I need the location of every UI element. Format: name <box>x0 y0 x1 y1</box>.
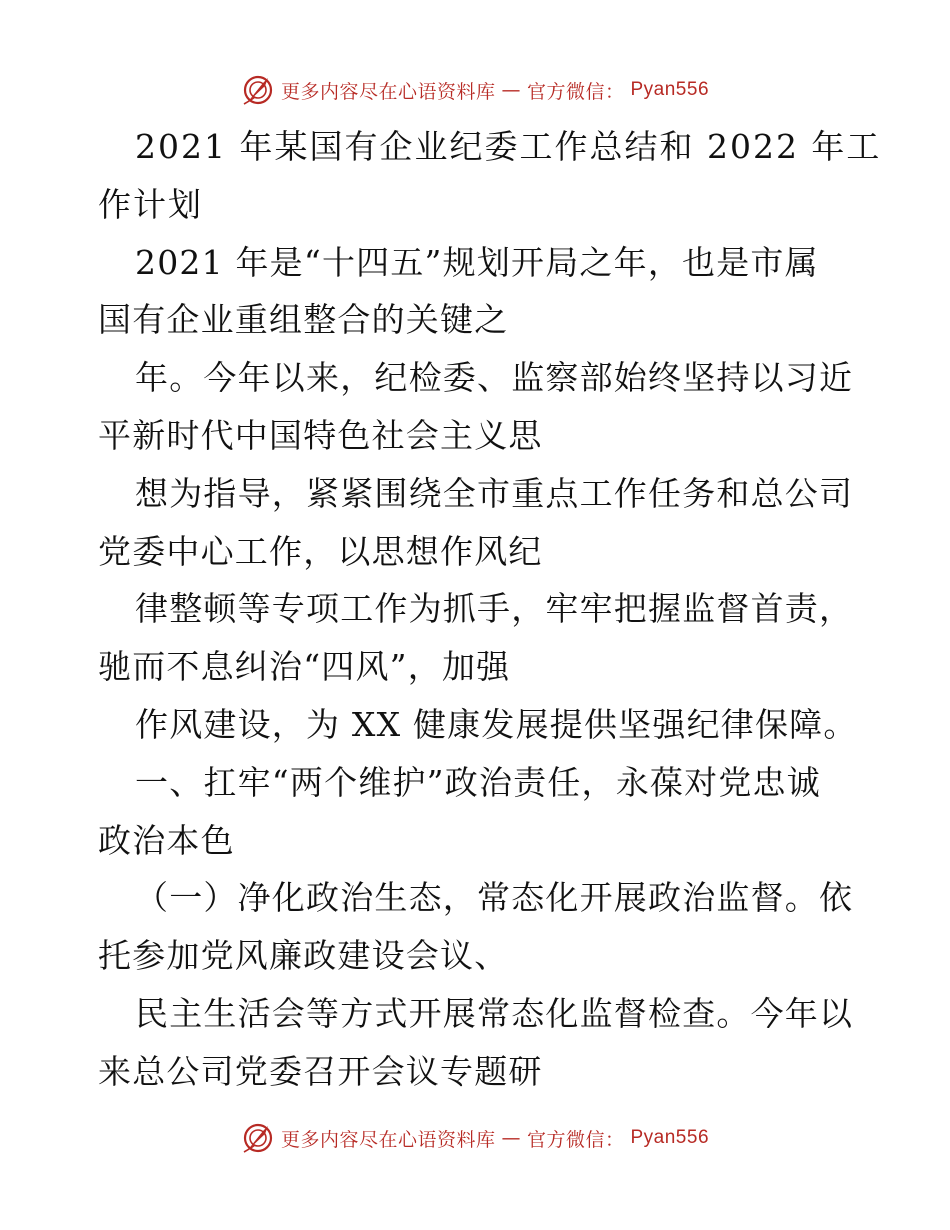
footer-watermark <box>0 1118 950 1158</box>
paragraph-line: 党委中心工作，以思想作风纪 <box>98 531 543 571</box>
watermark-wechat-label: 官方微信： <box>526 80 625 103</box>
quill-logo-icon <box>241 1121 275 1155</box>
subsection-line: （一）净化政治生态，常态化开展政治监督。依 <box>135 878 854 918</box>
document-title-line: 作计划 <box>98 184 203 224</box>
paragraph-line: 驰而不息纠治“四风”，加强 <box>98 647 511 687</box>
watermark-text: 更多内容尽在心语资料库 <box>280 1128 496 1151</box>
header-watermark <box>0 70 950 110</box>
watermark-wechat-id: Pyan556 <box>630 79 710 100</box>
section-heading-line: 一、扛牢“两个维护”政治责任，永葆对党忠诚 <box>135 762 821 802</box>
paragraph-line: 律整顿等专项工作为抓手，牢牢把握监督首责， <box>135 589 854 629</box>
watermark-wechat-id: Pyan556 <box>630 1127 710 1148</box>
watermark-wechat-label: 官方微信： <box>526 1128 625 1151</box>
quill-logo-icon <box>241 73 275 107</box>
paragraph-line: 平新时代中国特色社会主义思 <box>98 415 543 455</box>
paragraph-line: 2021 年是“十四五”规划开局之年，也是市属 <box>135 242 819 282</box>
paragraph-line: 想为指导，紧紧围绕全市重点工作任务和总公司 <box>135 473 854 513</box>
section-heading-line: 政治本色 <box>98 820 235 860</box>
watermark-text: 更多内容尽在心语资料库 <box>280 80 496 103</box>
paragraph-line: 国有企业重组整合的关键之 <box>98 300 509 340</box>
document-title-line: 2021 年某国有企业纪委工作总结和 2022 年工 <box>135 127 882 166</box>
paragraph-line: 民主生活会等方式开展常态化监督检查。今年以 <box>135 993 854 1033</box>
document-body <box>98 118 882 1101</box>
paragraph-line: 年。今年以来，纪检委、监察部始终坚持以习近 <box>135 358 854 398</box>
paragraph-line: 作风建设，为 XX 健康发展提供坚强纪律保障。 <box>135 704 858 744</box>
paragraph-line: 来总公司党委召开会议专题研 <box>98 1051 543 1091</box>
paragraph-line: 托参加党风廉政建设会议、 <box>98 936 509 976</box>
watermark-separator: — <box>501 1127 521 1149</box>
watermark-separator: — <box>501 79 521 101</box>
